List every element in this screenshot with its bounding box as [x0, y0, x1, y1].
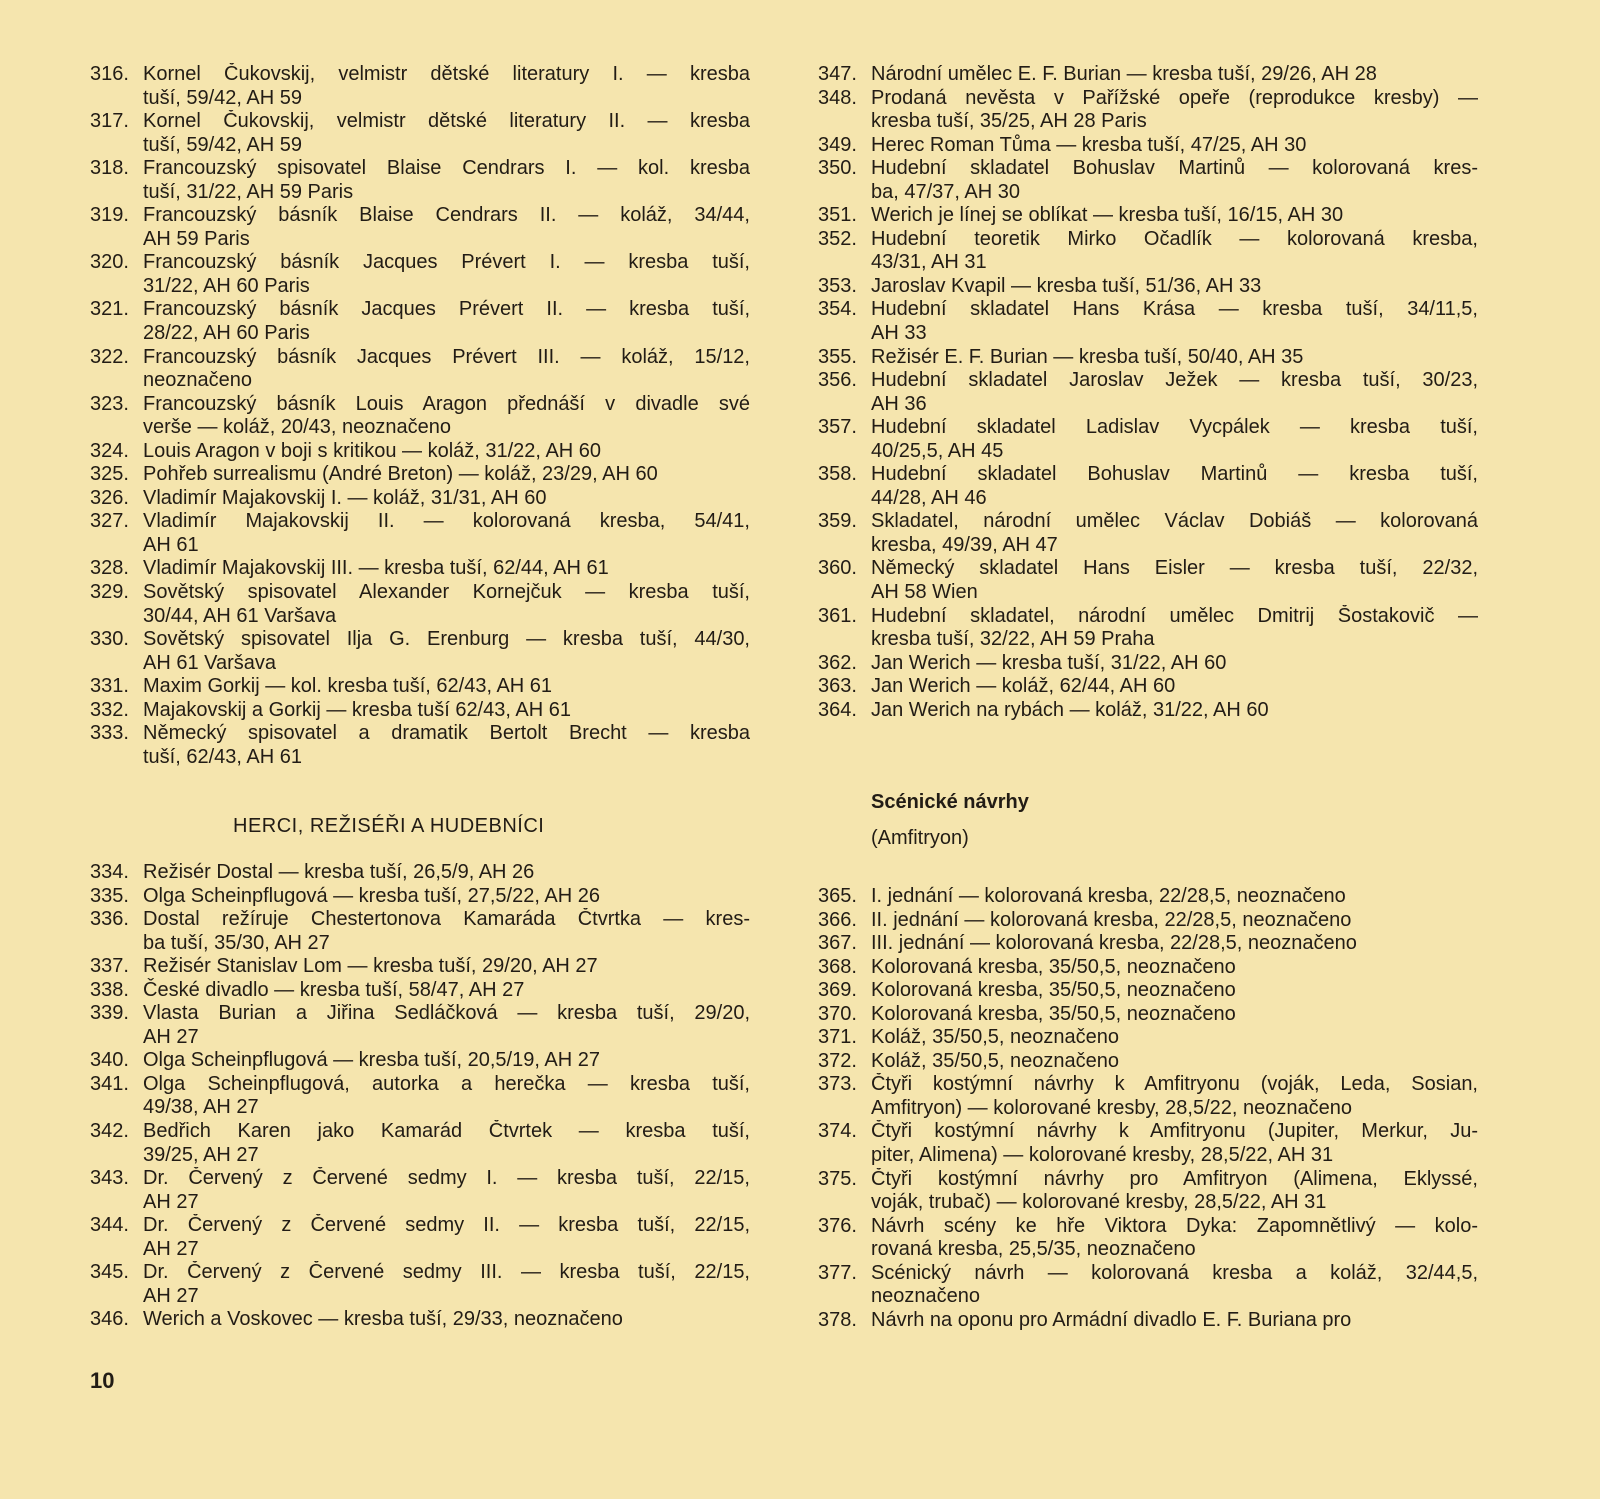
entry-line: Hudební skladatel Hans Krása — kresba tuší, 34/11,5,: [871, 298, 1478, 321]
entry-line: tuší, 59/42, AH 59: [143, 133, 302, 156]
entry-line: Olga Scheinpflugová, autorka a herečka — kresba tuší,: [143, 1072, 750, 1095]
entry-line: Režisér Dostal — kresba tuší, 26,5/9, AH 26: [143, 861, 535, 883]
entry-line: Jan Werich — koláž, 62/44, AH 60: [871, 675, 1176, 698]
entry-line: Francouzský básník Jacques Prévert III. — koláž, 15/12,: [143, 345, 750, 368]
catalog-entry: [818, 510, 1478, 557]
catalog-entry: [818, 1215, 1478, 1262]
entry-line: Hudební skladatel Ladislav Vycpálek — kresba tuší,: [871, 416, 1478, 439]
catalog-entry: [90, 628, 750, 675]
entry-number: 318.: [90, 157, 129, 180]
catalog-entry: [90, 1120, 750, 1167]
entry-line: 39/25, AH 27: [143, 1143, 259, 1166]
entry-number: 340.: [90, 1049, 129, 1072]
entry-line: kresba tuší, 35/25, AH 28 Paris: [871, 110, 1147, 133]
entry-line: verše — koláž, 20/43, neoznačeno: [143, 416, 451, 439]
entry-line: Návrh na oponu pro Armádní divadlo E. F. Buriana pro: [871, 1308, 1352, 1331]
catalog-entry: [90, 1214, 750, 1261]
entry-line: Koláž, 35/50,5, neoznačeno: [871, 1049, 1119, 1072]
entry-line: tuší, 62/43, AH 61: [143, 745, 302, 768]
entry-line: Herec Roman Tůma — kresba tuší, 47/25, AH 30: [871, 133, 1307, 156]
catalog-entry: [818, 979, 1478, 1003]
entry-number: 362.: [818, 651, 857, 674]
entry-line: Werich je línej se oblíkat — kresba tuší, 16/15, AH 30: [871, 204, 1344, 227]
entry-number: 364.: [818, 698, 857, 721]
entry-number: 354.: [818, 298, 857, 321]
entry-line: Francouzský básník Jacques Prévert II. — kresba tuší,: [143, 298, 750, 321]
entry-line: Majakovskij a Gorkij — kresba tuší 62/43, AH 61: [143, 698, 571, 721]
catalog-entry: [90, 63, 750, 110]
entry-line: II. jednání — kolorovaná kresba, 22/28,5, neoznačeno: [871, 908, 1352, 931]
catalog-entry: [818, 1168, 1478, 1215]
entry-line: Národní umělec E. F. Burian — kresba tuší, 29/26, AH 28: [871, 63, 1377, 85]
entry-line: Čtyři kostýmní návrhy k Amfitryonu (Jupiter, Merkur, Ju-: [871, 1120, 1478, 1143]
entry-line: tuší, 59/42, AH 59: [143, 86, 302, 109]
entry-number: 321.: [90, 298, 129, 321]
catalog-entry: [818, 1003, 1478, 1027]
entry-line: neoznačeno: [871, 1285, 980, 1308]
entry-number: 333.: [90, 722, 129, 745]
catalog-entry: [90, 722, 750, 769]
catalog-entry: [90, 463, 750, 487]
entry-line: České divadlo — kresba tuší, 58/47, AH 27: [143, 978, 525, 1001]
page-number: 10: [90, 1368, 115, 1393]
catalog-entry: [818, 204, 1478, 228]
entry-number: 358.: [818, 463, 857, 486]
entry-line: Vladimír Majakovskij I. — koláž, 31/31, AH 60: [143, 486, 547, 509]
entry-number: 375.: [818, 1167, 857, 1190]
entry-number: 330.: [90, 628, 129, 651]
entry-number: 371.: [818, 1026, 857, 1049]
catalog-entry: [90, 581, 750, 628]
entry-number: 334.: [90, 861, 129, 883]
entry-line: AH 27: [143, 1237, 199, 1260]
entry-number: 349.: [818, 133, 857, 156]
entry-line: Francouzský spisovatel Blaise Cendrars I. — kol. kresba: [143, 157, 750, 180]
entry-line: 28/22, AH 60 Paris: [143, 322, 310, 345]
entry-line: Dostal režíruje Chestertonova Kamaráda Čtvrtka — kres-: [143, 908, 750, 931]
entry-line: 40/25,5, AH 45: [871, 439, 1004, 462]
entry-number: 377.: [818, 1261, 857, 1284]
catalog-entry: [818, 652, 1478, 676]
entry-line: Werich a Voskovec — kresba tuší, 29/33, neoznačeno: [143, 1308, 623, 1331]
entry-line: Německý spisovatel a dramatik Bertolt Brecht — kresba: [143, 722, 750, 745]
entry-line: Hudební skladatel Bohuslav Martinů — kresba tuší,: [871, 463, 1478, 486]
entry-line: Režisér E. F. Burian — kresba tuší, 50/40, AH 35: [871, 345, 1304, 368]
catalog-entry: [818, 1073, 1478, 1120]
entry-number: 335.: [90, 884, 129, 907]
entry-line: neoznačeno: [143, 369, 252, 392]
entry-line: Kolorovaná kresba, 35/50,5, neoznačeno: [871, 979, 1236, 1002]
catalog-entry: [818, 605, 1478, 652]
entry-number: 339.: [90, 1002, 129, 1025]
entry-number: 360.: [818, 557, 857, 580]
catalog-entry: [818, 463, 1478, 510]
entry-line: Jan Werich — kresba tuší, 31/22, AH 60: [871, 651, 1227, 674]
entry-line: Kornel Čukovskij, velmistr dětské literatury II. — kresba: [143, 110, 750, 133]
entry-number: 338.: [90, 978, 129, 1001]
catalog-entry: [818, 87, 1478, 134]
entry-line: 43/31, AH 31: [871, 251, 987, 274]
entry-number: 324.: [90, 439, 129, 462]
entry-line: Hudební skladatel Bohuslav Martinů — kolorovaná kres-: [871, 157, 1478, 180]
catalog-entry: [90, 1308, 750, 1332]
entry-number: 366.: [818, 908, 857, 931]
entry-line: Kolorovaná kresba, 35/50,5, neoznačeno: [871, 955, 1236, 978]
entry-line: kresba tuší, 32/22, AH 59 Praha: [871, 628, 1155, 651]
entry-line: Hudební skladatel, národní umělec Dmitrij Šostakovič —: [871, 604, 1478, 627]
catalog-entry: [818, 699, 1478, 723]
entry-number: 350.: [818, 157, 857, 180]
entry-line: AH 61: [143, 533, 199, 556]
entry-line: Kornel Čukovskij, velmistr dětské literatury I. — kresba: [143, 63, 750, 85]
catalog-entry: [90, 908, 750, 955]
catalog-entry: [90, 204, 750, 251]
catalog-entry: [818, 346, 1478, 370]
entry-line: Bedřich Karen jako Kamarád Čtvrtek — kresba tuší,: [143, 1120, 750, 1143]
entry-number: 376.: [818, 1214, 857, 1237]
left-column-list-b: [90, 861, 750, 1332]
catalog-entry: [818, 1120, 1478, 1167]
entry-line: piter, Alimena) — kolorované kresby, 28,5/22, AH 31: [871, 1144, 1334, 1167]
catalog-entry: [90, 251, 750, 298]
entry-number: 319.: [90, 204, 129, 227]
entry-line: AH 61 Varšava: [143, 651, 277, 674]
entry-line: Německý skladatel Hans Eisler — kresba tuší, 22/32,: [871, 557, 1478, 580]
section-subheading: (Amfitryon): [871, 827, 969, 849]
catalog-entry: [818, 416, 1478, 463]
catalog-entry: [90, 510, 750, 557]
catalog-entry: [818, 63, 1478, 87]
entry-line: kresba, 49/39, AH 47: [871, 533, 1058, 556]
entry-number: 363.: [818, 675, 857, 698]
entry-number: 356.: [818, 369, 857, 392]
catalog-entry: [818, 134, 1478, 158]
entry-line: 30/44, AH 61 Varšava: [143, 604, 337, 627]
catalog-entry: [90, 393, 750, 440]
entry-number: 332.: [90, 698, 129, 721]
entry-number: 326.: [90, 486, 129, 509]
catalog-entry: [90, 1261, 750, 1308]
catalog-entry: [90, 440, 750, 464]
entry-line: rovaná kresba, 25,5/35, neoznačeno: [871, 1238, 1196, 1261]
entry-number: 352.: [818, 227, 857, 250]
entry-line: Jaroslav Kvapil — kresba tuší, 51/36, AH 33: [871, 274, 1262, 297]
entry-number: 341.: [90, 1072, 129, 1095]
catalog-entry: [818, 1050, 1478, 1074]
entry-number: 372.: [818, 1049, 857, 1072]
entry-number: 328.: [90, 557, 129, 580]
entry-line: AH 27: [143, 1284, 199, 1307]
entry-line: Dr. Červený z Červené sedmy III. — kresba tuší, 22/15,: [143, 1261, 750, 1284]
entry-number: 359.: [818, 510, 857, 533]
entry-line: Čtyři kostýmní návrhy pro Amfitryon (Alimena, Eklyssé,: [871, 1167, 1478, 1190]
entry-line: tuší, 31/22, AH 59 Paris: [143, 180, 354, 203]
entry-number: 323.: [90, 392, 129, 415]
catalog-entry: [90, 861, 750, 885]
entry-number: 336.: [90, 908, 129, 931]
catalog-entry: [90, 1002, 750, 1049]
catalog-entry: [818, 228, 1478, 275]
catalog-entry: [90, 885, 750, 909]
entry-line: Jan Werich na rybách — koláž, 31/22, AH 60: [871, 698, 1269, 721]
entry-number: 370.: [818, 1002, 857, 1025]
entry-number: 367.: [818, 932, 857, 955]
entry-line: Sovětský spisovatel Alexander Kornejčuk — kresba tuší,: [143, 581, 750, 604]
catalog-entry: [90, 1049, 750, 1073]
entry-number: 378.: [818, 1308, 857, 1331]
entry-line: Vladimír Majakovskij II. — kolorovaná kresba, 54/41,: [143, 510, 750, 533]
entry-number: 342.: [90, 1120, 129, 1143]
entry-line: Čtyři kostýmní návrhy k Amfitryonu (voják, Leda, Sosian,: [871, 1073, 1478, 1096]
entry-line: Olga Scheinpflugová — kresba tuší, 20,5/19, AH 27: [143, 1049, 600, 1072]
entry-number: 317.: [90, 110, 129, 133]
entry-number: 347.: [818, 63, 857, 85]
section-heading-actors: HERCI, REŽISÉŘI A HUDEBNÍCI: [233, 815, 545, 837]
catalog-entry: [90, 110, 750, 157]
entry-line: 49/38, AH 27: [143, 1096, 259, 1119]
catalog-entry: [818, 275, 1478, 299]
catalog-entry: [818, 1262, 1478, 1309]
catalog-entry: [818, 909, 1478, 933]
entry-number: 337.: [90, 955, 129, 978]
entry-line: Maxim Gorkij — kol. kresba tuší, 62/43, AH 61: [143, 675, 553, 698]
entry-line: I. jednání — kolorovaná kresba, 22/28,5, neoznačeno: [871, 885, 1346, 907]
catalog-entry: [818, 369, 1478, 416]
catalog-entry: [818, 932, 1478, 956]
entry-line: Scénický návrh — kolorovaná kresba a koláž, 32/44,5,: [871, 1261, 1478, 1284]
entry-number: 325.: [90, 463, 129, 486]
catalog-entry: [90, 1073, 750, 1120]
entry-line: AH 58 Wien: [871, 581, 978, 604]
catalog-entry: [818, 298, 1478, 345]
entry-line: AH 33: [871, 322, 927, 345]
left-column-list-a: [90, 63, 750, 769]
entry-line: Kolorovaná kresba, 35/50,5, neoznačeno: [871, 1002, 1236, 1025]
catalog-entry: [90, 157, 750, 204]
entry-line: Vlasta Burian a Jiřina Sedláčková — kresba tuší, 29/20,: [143, 1002, 750, 1025]
entry-line: AH 27: [143, 1025, 199, 1048]
entry-line: Olga Scheinpflugová — kresba tuší, 27,5/22, AH 26: [143, 884, 600, 907]
entry-line: III. jednání — kolorovaná kresba, 22/28,5, neoznačeno: [871, 932, 1357, 955]
catalog-entry: [90, 675, 750, 699]
catalog-entry: [90, 298, 750, 345]
entry-line: Dr. Červený z Červené sedmy I. — kresba tuší, 22/15,: [143, 1167, 750, 1190]
entry-number: 316.: [90, 63, 129, 85]
entry-line: AH 36: [871, 392, 927, 415]
entry-number: 361.: [818, 604, 857, 627]
entry-number: 351.: [818, 204, 857, 227]
entry-number: 344.: [90, 1214, 129, 1237]
catalog-entry: [818, 675, 1478, 699]
catalog-entry: [818, 557, 1478, 604]
entry-line: Louis Aragon v boji s kritikou — koláž, 31/22, AH 60: [143, 439, 602, 462]
entry-line: Režisér Stanislav Lom — kresba tuší, 29/20, AH 27: [143, 955, 598, 978]
entry-line: voják, trubač) — kolorované kresby, 28,5/22, AH 31: [871, 1191, 1327, 1214]
catalog-entry: [90, 955, 750, 979]
entry-number: 320.: [90, 251, 129, 274]
entry-number: 353.: [818, 274, 857, 297]
entry-line: Francouzský básník Louis Aragon přednáší v divadle své: [143, 392, 750, 415]
entry-line: ba, 47/37, AH 30: [871, 180, 1021, 203]
entry-number: 346.: [90, 1308, 129, 1331]
entry-line: ba tuší, 35/30, AH 27: [143, 931, 330, 954]
entry-number: 355.: [818, 345, 857, 368]
entry-line: 44/28, AH 46: [871, 486, 987, 509]
catalog-entry: [818, 885, 1478, 909]
catalog-entry: [90, 699, 750, 723]
entry-line: 31/22, AH 60 Paris: [143, 274, 310, 297]
entry-line: Koláž, 35/50,5, neoznačeno: [871, 1026, 1119, 1049]
catalog-entry: [818, 1309, 1478, 1333]
entry-number: 365.: [818, 885, 857, 907]
entry-number: 327.: [90, 510, 129, 533]
catalog-entry: [90, 557, 750, 581]
entry-number: 373.: [818, 1073, 857, 1096]
entry-number: 357.: [818, 416, 857, 439]
right-column-list-a: [818, 63, 1478, 722]
entry-line: Prodaná nevěsta v Pařížské opeře (reprodukce kresby) —: [871, 86, 1478, 109]
entry-number: 329.: [90, 581, 129, 604]
catalog-entry: [90, 979, 750, 1003]
entry-number: 368.: [818, 955, 857, 978]
section-heading-scenic: Scénické návrhy: [871, 791, 1029, 813]
entry-line: AH 27: [143, 1190, 199, 1213]
entry-line: Dr. Červený z Červené sedmy II. — kresba tuší, 22/15,: [143, 1214, 750, 1237]
catalog-entry: [90, 487, 750, 511]
entry-line: Sovětský spisovatel Ilja G. Erenburg — kresba tuší, 44/30,: [143, 628, 750, 651]
entry-line: Amfitryon) — kolorované kresby, 28,5/22, neoznačeno: [871, 1096, 1352, 1119]
entry-line: Pohřeb surrealismu (André Breton) — koláž, 23/29, AH 60: [143, 463, 658, 486]
entry-line: Hudební skladatel Jaroslav Ježek — kresba tuší, 30/23,: [871, 369, 1478, 392]
entry-number: 331.: [90, 675, 129, 698]
entry-line: Hudební teoretik Mirko Očadlík — kolorovaná kresba,: [871, 227, 1478, 250]
right-column-list-b: [818, 885, 1478, 1332]
entry-number: 369.: [818, 979, 857, 1002]
entry-line: Skladatel, národní umělec Václav Dobiáš — kolorovaná: [871, 510, 1478, 533]
catalog-entry: [90, 1167, 750, 1214]
entry-number: 348.: [818, 86, 857, 109]
catalog-entry: [818, 157, 1478, 204]
entry-number: 345.: [90, 1261, 129, 1284]
entry-number: 343.: [90, 1167, 129, 1190]
entry-number: 374.: [818, 1120, 857, 1143]
entry-line: Vladimír Majakovskij III. — kresba tuší, 62/44, AH 61: [143, 557, 609, 580]
entry-line: Francouzský básník Blaise Cendrars II. — koláž, 34/44,: [143, 204, 750, 227]
entry-number: 322.: [90, 345, 129, 368]
entry-line: AH 59 Paris: [143, 227, 250, 250]
catalog-entry: [90, 346, 750, 393]
entry-line: Návrh scény ke hře Viktora Dyka: Zapomnětlivý — kolo-: [871, 1214, 1478, 1237]
catalog-entry: [818, 1026, 1478, 1050]
entry-line: Francouzský básník Jacques Prévert I. — kresba tuší,: [143, 251, 750, 274]
catalog-entry: [818, 956, 1478, 980]
